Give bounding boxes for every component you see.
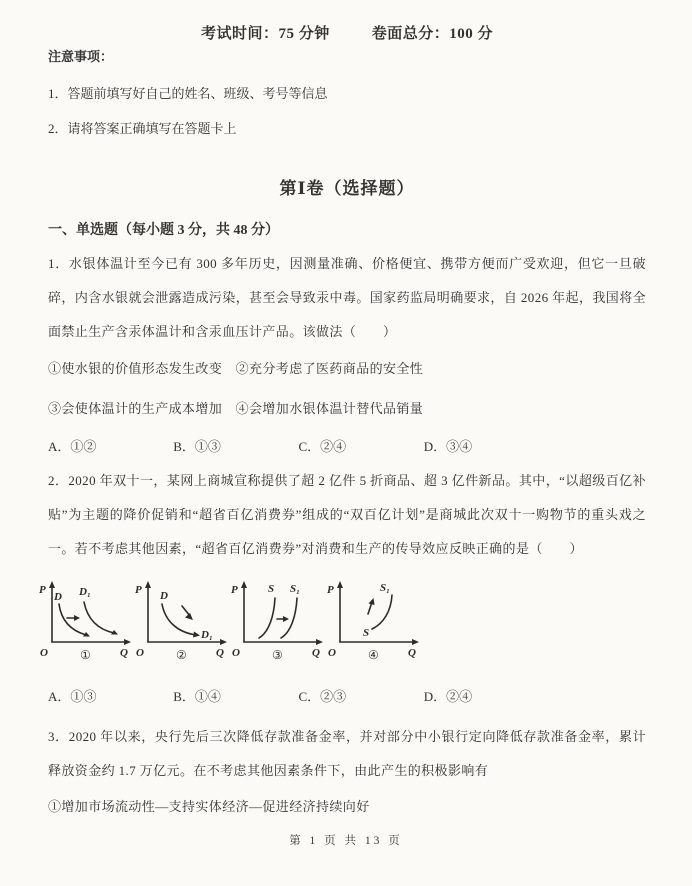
graph-3-curve-s-label: S (268, 583, 275, 595)
graph-1-ylabel: P (39, 584, 46, 596)
question-2-options (48, 688, 646, 706)
graph-4-curve-s (372, 595, 392, 629)
graph-1-curve-d-label: D (54, 591, 62, 603)
total-score-label: 卷面总分：100 分 (371, 26, 494, 42)
graph-1-origin-label: O (40, 647, 48, 659)
graph-3-origin-label: O (232, 647, 240, 659)
graph-4-movement-along-supply (326, 578, 422, 670)
graph-4-canvas (326, 578, 422, 670)
question-2-graphs (38, 578, 646, 670)
graph-2-movement-along-demand (134, 578, 230, 670)
question-1-choice-line-2: ③会使体温计的生产成本增加 ④会增加水银体温计替代品销量 (48, 401, 424, 416)
question-2-option-b: B．①④ (173, 689, 221, 704)
graph-1-shift-arrowhead (74, 615, 80, 621)
question-1-option-b: B．①③ (173, 439, 221, 454)
graph-4-ylabel: P (327, 584, 334, 596)
graph-2-curve-d1-label: D₁ (201, 629, 213, 641)
graph-3-xlabel: Q (312, 647, 320, 659)
graph-1-demand-shift-right (38, 578, 134, 670)
graph-1-yaxis-arrowhead (49, 581, 55, 588)
graph-3-ylabel: P (231, 584, 238, 596)
graph-4-axes (340, 586, 414, 642)
graph-2-ylabel: P (135, 584, 142, 596)
graph-2-xaxis-arrowhead (220, 639, 227, 645)
question-1-option-d: D．③④ (423, 439, 473, 454)
graph-2-curve-d-arrowhead (193, 632, 200, 638)
graph-1-xlabel: Q (120, 647, 128, 659)
question-1-options (48, 438, 646, 456)
graph-2-xlabel: Q (216, 647, 224, 659)
graph-3-curve-s1-label: S₁ (290, 583, 300, 595)
graph-3-canvas (230, 578, 326, 670)
graph-4-curve-s-label: S (363, 627, 370, 639)
graph-3-number: ③ (272, 648, 283, 662)
graph-4-xlabel: Q (408, 647, 416, 659)
question-1-choice-line-1: ①使水银的价值形态发生改变 ②充分考虑了医药商品的安全性 (48, 361, 424, 376)
question-1-option-a: A．①② (48, 439, 97, 454)
graph-3-xaxis-arrowhead (316, 639, 323, 645)
graph-4-xaxis-arrowhead (412, 639, 419, 645)
graph-1-curve-d (59, 604, 86, 635)
graph-1-curve-d1-label: D₁ (79, 586, 91, 598)
graph-4-origin-label: O (328, 647, 336, 659)
notice-item-1: 1．答题前填写好自己的姓名、班级、考号等信息 (48, 86, 328, 101)
subsection-title: 一、单选题（每小题 3 分，共 48 分） (48, 223, 279, 238)
question-3-choice-line-1: ①增加市场流动性—支持实体经济—促进经济持续向好 (48, 799, 370, 814)
question-3-stem: 3．2020 年以来，央行先后三次降低存款准备金率，并对部分中小银行定向降低存款准备金率，累计释放资金约 1.7 万亿元。在不考虑其他因素条件下，由此产生的积极影响有 (48, 729, 646, 778)
graph-1-curve-d1 (84, 602, 114, 633)
section-title: 第Ⅰ卷（选择题） (279, 179, 415, 198)
graph-4-yaxis-arrowhead (337, 581, 343, 588)
notice-item-2: 2．请将答案正确填写在答题卡上 (48, 121, 237, 136)
graph-2-canvas (134, 578, 230, 670)
graph-4-curve-s1-label: S₁ (380, 582, 390, 594)
exam-time-label: 考试时间：75 分钟 (200, 26, 330, 42)
graph-1-xaxis-arrowhead (124, 639, 131, 645)
graph-3-supply-shift-right (230, 578, 326, 670)
graph-3-shift-arrowhead (283, 616, 289, 622)
notices-title: 注意事项： (48, 49, 114, 64)
graph-2-origin-label: O (136, 647, 144, 659)
graph-2-move-arrowhead (185, 613, 193, 620)
graph-2-number: ② (176, 648, 187, 662)
graph-3-curve-s (259, 598, 275, 638)
question-1-stem: 1．水银体温计至今已有 300 多年历史，因测量准确、价格便宜、携带方便而广受欢迎，但它一旦破碎，内含水银就会泄露造成污染，甚至会导致汞中毒。国家药监局明确要求，自 2026 年起，我国将全面禁止生产含汞体温计和含汞血压计产品。该做法（ ） (48, 256, 646, 339)
question-2-option-a: A．①③ (48, 689, 97, 704)
graph-1-number: ① (80, 648, 91, 662)
graph-1-canvas (38, 578, 134, 670)
exam-header (48, 25, 646, 43)
question-2-option-d: D．②④ (423, 689, 473, 704)
question-2-stem: 2．2020 年双十一，某网上商城宣称提供了超 2 亿件 5 折商品、超 3 亿件新品。其中，“以超级百亿补贴”为主题的降价促销和“超省百亿消费券”组成的“双百亿计划”是商城此次双十一购物节的重头戏之一。若不考虑其他因素，“超省百亿消费券”对消费和生产的传导效应反映正确的是（ ） (48, 473, 646, 556)
graph-2-yaxis-arrowhead (145, 581, 151, 588)
graph-2-curve-d-label: D (160, 590, 168, 602)
graph-3-yaxis-arrowhead (241, 581, 247, 588)
graph-4-move-arrowhead (369, 598, 375, 605)
page-number: 第 1 页 共 13 页 (289, 835, 403, 847)
graph-4-number: ④ (368, 648, 379, 662)
question-2-option-c: C．②③ (298, 689, 347, 704)
graph-2-curve-d (162, 604, 196, 635)
question-1-option-c: C．②④ (298, 439, 347, 454)
graph-3-axes (244, 586, 318, 642)
